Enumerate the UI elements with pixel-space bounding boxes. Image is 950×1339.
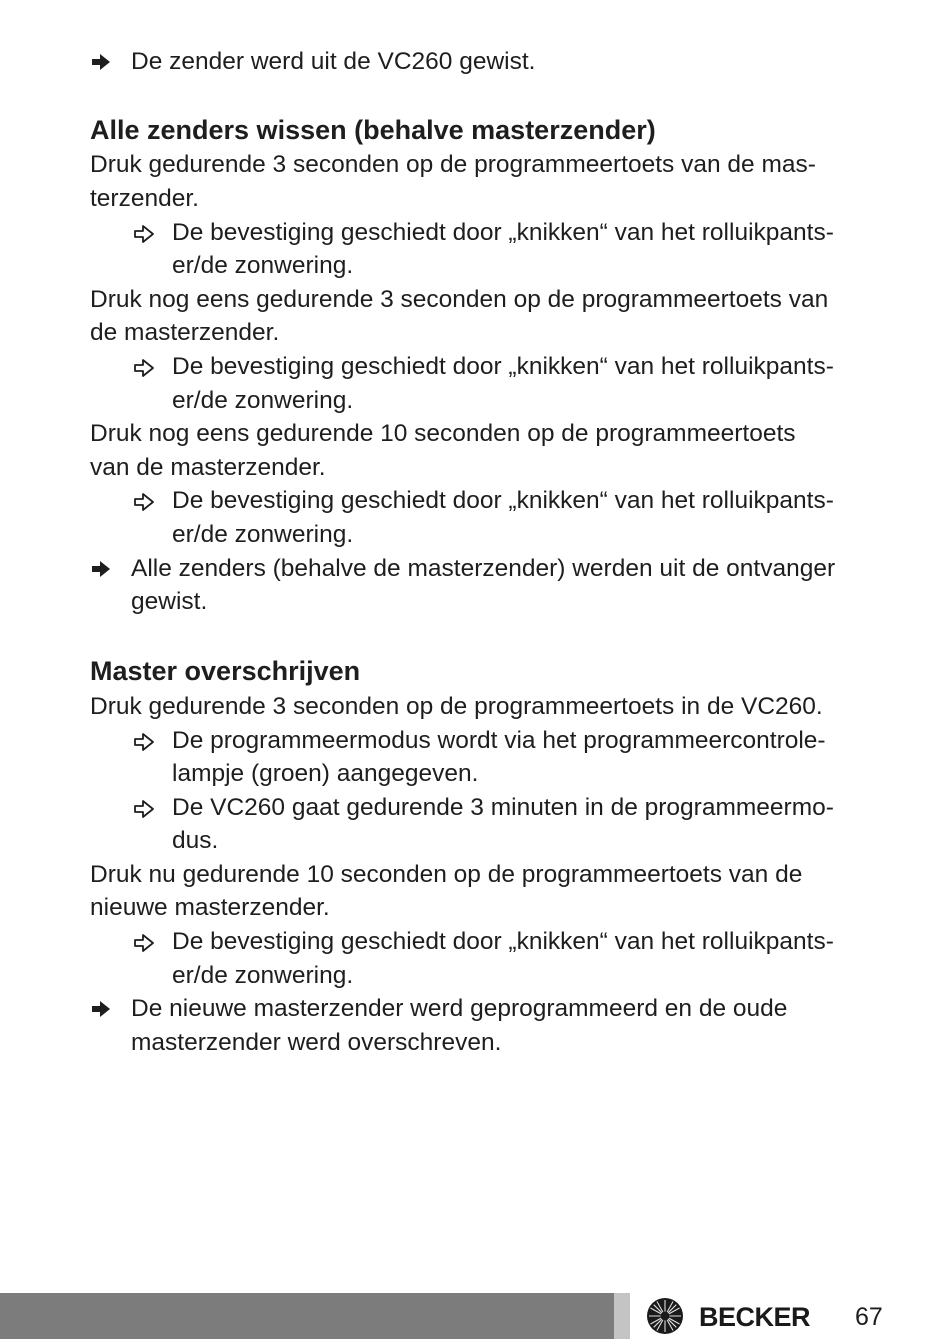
becker-logo-icon [646, 1297, 684, 1335]
confirmation-text: De bevestiging geschiedt door „knikken“ van het rolluikpants- [172, 928, 834, 955]
result-text: De nieuwe masterzender werd geprogrammeerd en de oude [131, 995, 788, 1022]
confirmation-text: er/de zonwering. [172, 521, 354, 548]
filled-arrow-right-icon [90, 558, 112, 580]
result-text: De zender werd uit de VC260 gewist. [131, 48, 536, 75]
info-text: De VC260 gaat gedurende 3 minuten in de programmeermo- [172, 794, 834, 821]
confirmation-text: er/de zonwering. [172, 962, 354, 989]
step-text: van de masterzender. [90, 454, 326, 481]
footer-bar-accent [614, 1293, 630, 1339]
result-text: Alle zenders (behalve de masterzender) werden uit de ontvanger [131, 555, 836, 582]
info-text: dus. [172, 827, 219, 854]
step-text: Druk nu gedurende 10 seconden op de programmeertoets van de [90, 861, 803, 888]
step-text: Druk nog eens gedurende 10 seconden op de programmeertoets [90, 420, 796, 447]
step-text: de masterzender. [90, 319, 280, 346]
section-heading: Alle zenders wissen (behalve masterzender) [90, 115, 656, 145]
step-text: Druk nog eens gedurende 3 seconden op de programmeertoets van [90, 286, 829, 313]
filled-arrow-right-icon [90, 998, 112, 1020]
step-text: Druk gedurende 3 seconden op de programmeertoets van de mas- [90, 151, 816, 178]
outline-arrow-right-icon [133, 223, 155, 245]
section-heading: Master overschrijven [90, 656, 361, 686]
footer-bar [0, 1293, 614, 1339]
brand-name: BECKER [699, 1302, 811, 1332]
step-text: terzender. [90, 185, 199, 212]
step-text: nieuwe masterzender. [90, 894, 330, 921]
page-number: 67 [855, 1303, 883, 1331]
info-text: lampje (groen) aangegeven. [172, 760, 479, 787]
outline-arrow-right-icon [133, 357, 155, 379]
confirmation-text: er/de zonwering. [172, 387, 354, 414]
confirmation-text: De bevestiging geschiedt door „knikken“ van het rolluikpants- [172, 353, 834, 380]
filled-arrow-right-icon [90, 51, 112, 73]
confirmation-text: De bevestiging geschiedt door „knikken“ van het rolluikpants- [172, 219, 834, 246]
outline-arrow-right-icon [133, 491, 155, 513]
outline-arrow-right-icon [133, 731, 155, 753]
confirmation-text: De bevestiging geschiedt door „knikken“ van het rolluikpants- [172, 487, 834, 514]
confirmation-text: er/de zonwering. [172, 252, 354, 279]
result-text: gewist. [131, 588, 208, 615]
step-text: Druk gedurende 3 seconden op de programmeertoets in de VC260. [90, 693, 823, 720]
outline-arrow-right-icon [133, 932, 155, 954]
outline-arrow-right-icon [133, 798, 155, 820]
info-text: De programmeermodus wordt via het programmeercontrole- [172, 727, 826, 754]
result-text: masterzender werd overschreven. [131, 1029, 502, 1056]
